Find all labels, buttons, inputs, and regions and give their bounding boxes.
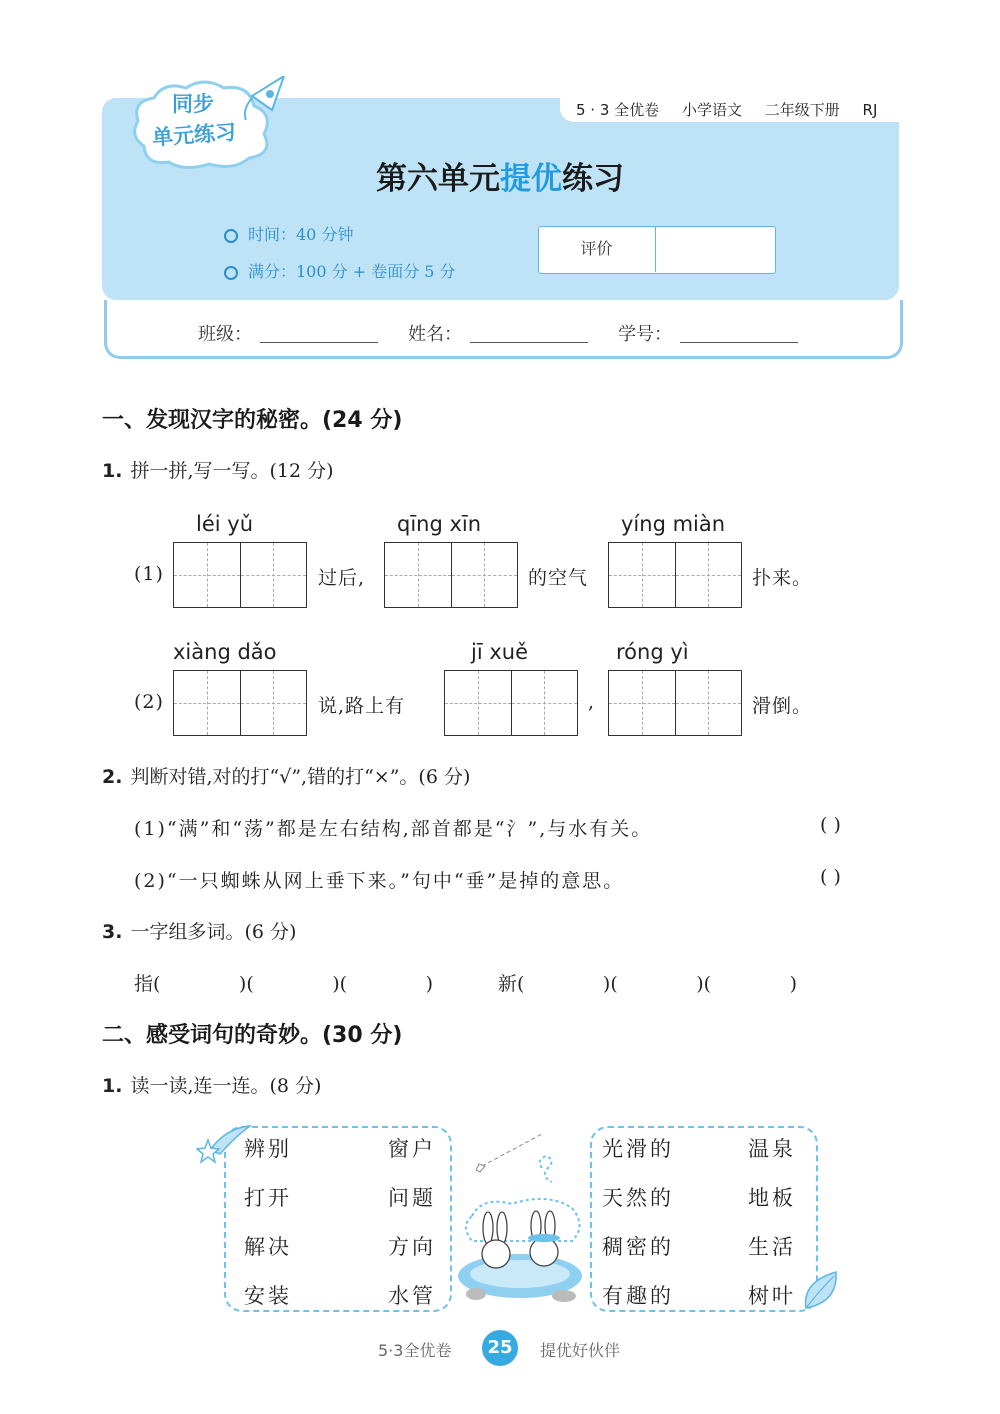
- series-grade: 二年级下册: [764, 101, 840, 119]
- word-group-line[interactable]: 新( )( )( ): [498, 973, 798, 995]
- rabbits-hot-spring-icon: [452, 1126, 592, 1312]
- match-word[interactable]: 有趣的: [602, 1284, 674, 1308]
- match-word[interactable]: 水管: [388, 1284, 436, 1308]
- row-label: (1): [134, 563, 164, 585]
- row-label: (2): [134, 691, 164, 713]
- pinyin: xiàng dǎo: [173, 640, 277, 664]
- pinyin: léi yǔ: [196, 512, 254, 536]
- s2q1-text: 读一读,连一连。(8 分): [130, 1075, 322, 1097]
- footer-slogan: 提优好伙伴: [540, 1341, 621, 1360]
- check-circle-icon: [224, 266, 238, 280]
- section2-title: 二、感受词句的奇妙。(30 分): [102, 1023, 403, 1048]
- match-word[interactable]: 安装: [244, 1284, 292, 1308]
- match-word[interactable]: 光滑的: [602, 1137, 674, 1161]
- leaf-icon: [800, 1268, 840, 1312]
- time-line: [224, 222, 353, 245]
- sentence-text: 扑来。: [752, 567, 813, 589]
- section1-title: 一、发现汉字的秘密。(24 分): [102, 408, 403, 433]
- match-word[interactable]: 树叶: [748, 1284, 796, 1308]
- match-word[interactable]: 辨别: [244, 1137, 292, 1161]
- match-word[interactable]: 天然的: [602, 1186, 674, 1210]
- match-word[interactable]: 方向: [388, 1235, 436, 1259]
- judge-item: (2)“一只蜘蛛从网上垂下来。”句中“垂”是掉的意思。: [134, 870, 625, 892]
- q1-num: 1.: [102, 460, 123, 482]
- title-highlight: 提优: [500, 161, 562, 197]
- series-subject: 小学语文: [681, 101, 742, 119]
- q2-text: 判断对错,对的打“√”,错的打“×”。(6 分): [130, 766, 471, 788]
- name-label: 姓名：: [408, 324, 462, 345]
- pinyin: qīng xīn: [397, 512, 482, 536]
- score-line: [224, 259, 456, 282]
- s2q1-num: 1.: [102, 1075, 123, 1097]
- pinyin: róng yì: [616, 640, 689, 664]
- time-text: 时间：40 分钟: [248, 225, 354, 244]
- class-label: 班级：: [198, 324, 252, 345]
- series-edition: RJ: [862, 101, 878, 119]
- sentence-text: 的空气: [528, 567, 589, 589]
- writing-grid[interactable]: [444, 670, 578, 736]
- badge-line2: 单元练习: [151, 120, 237, 150]
- name-field[interactable]: [470, 342, 588, 343]
- match-word[interactable]: 解决: [244, 1235, 292, 1259]
- pinyin: yíng miàn: [621, 512, 726, 536]
- match-word[interactable]: 稠密的: [602, 1235, 674, 1259]
- page-number: 25: [482, 1330, 518, 1366]
- judge-item: (1)“满”和“荡”都是左右结构,部首都是“氵”,与水有关。: [134, 818, 653, 840]
- q1-title: [102, 456, 334, 483]
- answer-paren[interactable]: ( ): [820, 814, 841, 836]
- badge-line1: 同步: [172, 92, 214, 116]
- writing-grid[interactable]: [608, 670, 742, 736]
- word-group-line[interactable]: 指( )( )( ): [134, 973, 434, 995]
- writing-grid[interactable]: [384, 542, 518, 608]
- writing-grid[interactable]: [608, 542, 742, 608]
- match-word[interactable]: 生活: [748, 1235, 796, 1259]
- q2-title: [102, 762, 470, 789]
- match-word[interactable]: 问题: [388, 1186, 436, 1210]
- clock-icon: [224, 229, 238, 243]
- series-line: [576, 99, 895, 120]
- sentence-text: 过后,: [318, 567, 366, 589]
- match-word[interactable]: 地板: [748, 1186, 796, 1210]
- class-field[interactable]: [260, 342, 378, 343]
- sentence-text: 滑倒。: [752, 695, 813, 717]
- title-suffix: 练习: [562, 161, 624, 197]
- q1-text: 拼一拼,写一写。(12 分): [130, 460, 334, 482]
- id-field[interactable]: [680, 342, 798, 343]
- match-word[interactable]: 温泉: [748, 1137, 796, 1161]
- match-word[interactable]: 窗户: [388, 1137, 436, 1161]
- title-prefix: 第六单元: [376, 161, 500, 197]
- series-name: 5 · 3 全优卷: [576, 101, 660, 119]
- s2q1-title: [102, 1071, 321, 1098]
- page-title: [0, 153, 1000, 198]
- answer-paren[interactable]: ( ): [820, 866, 841, 888]
- q3-text: 一字组多词。(6 分): [130, 921, 297, 943]
- id-label: 学号：: [618, 324, 672, 345]
- match-word[interactable]: 打开: [244, 1186, 292, 1210]
- eval-label: 评价: [538, 226, 656, 272]
- writing-grid[interactable]: [173, 670, 307, 736]
- q2-num: 2.: [102, 766, 123, 788]
- score-text: 满分：100 分 + 卷面分 5 分: [248, 262, 456, 281]
- q3-title: [102, 917, 296, 944]
- sentence-text: ,: [588, 691, 596, 713]
- writing-grid[interactable]: [173, 542, 307, 608]
- footer-series: 5·3全优卷: [378, 1341, 452, 1360]
- sentence-text: 说,路上有: [318, 695, 406, 717]
- pinyin: jī xuě: [471, 640, 529, 664]
- q3-num: 3.: [102, 921, 123, 943]
